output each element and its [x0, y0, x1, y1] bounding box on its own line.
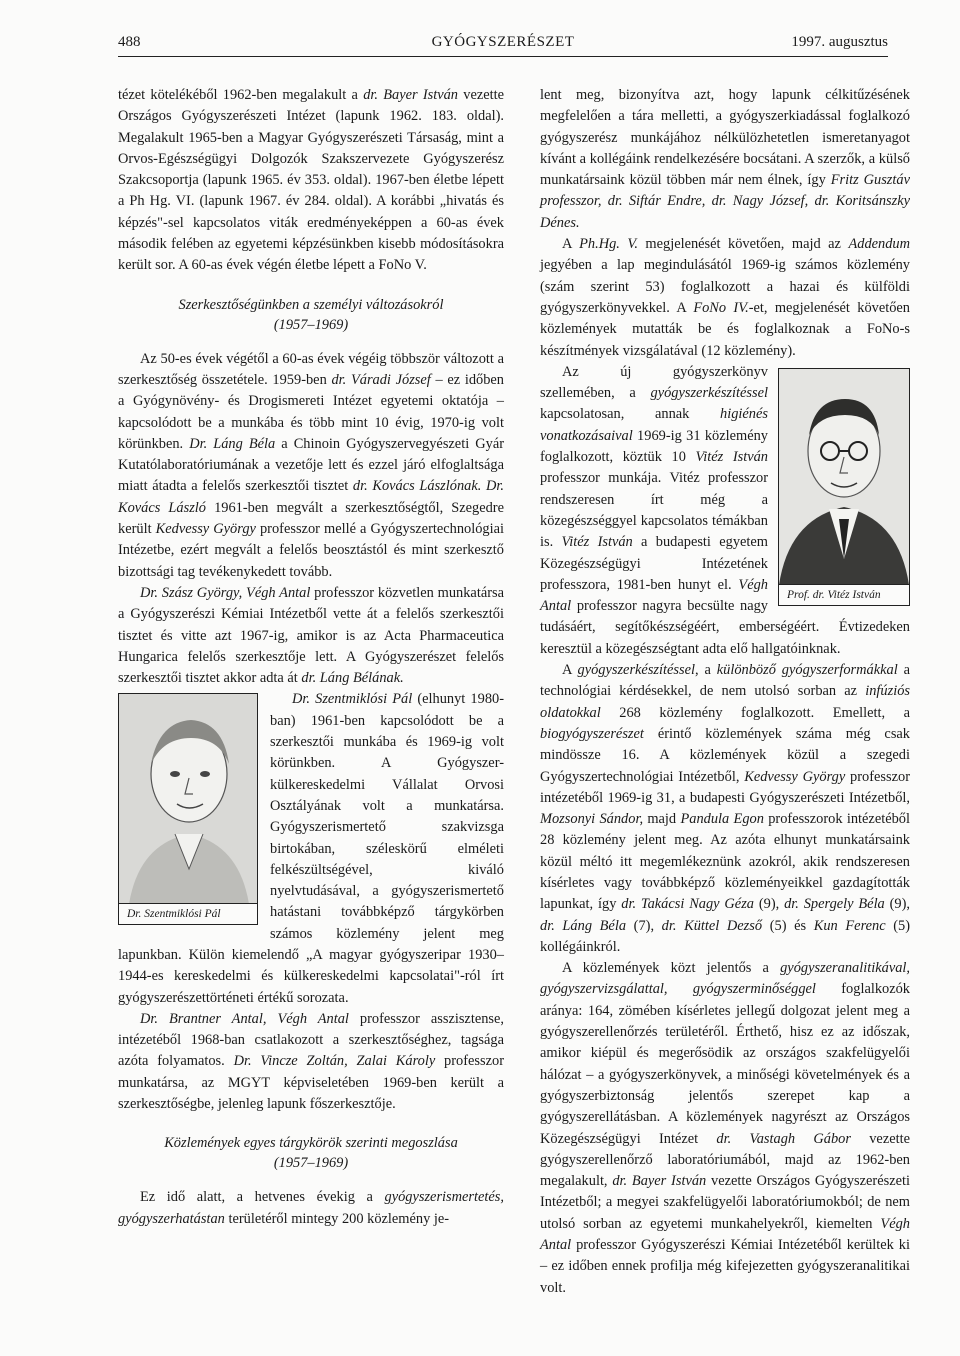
italic-name: Vitéz István	[695, 449, 768, 466]
portrait-image	[119, 694, 257, 904]
italic-name: dr. Küttel Dezső	[661, 917, 763, 934]
italic-name: Addendum	[848, 236, 910, 253]
italic-name: dr. Vastagh Gábor	[716, 1130, 851, 1147]
italic-name: Dr. Szász György, Végh Antal	[140, 584, 311, 601]
paragraph: Dr. Szentmiklósi Pál (elhunyt 1980-ban) 1961-ben kapcsolódott be a szerkesztői munkába és 1969-ig volt körünkben. A Gyógyszer-külkereskedelmi Vállalat Orvosi Osztályának volt a munkatársa. Gyógyszerismertető szakvizsga birtokában, széleskörű elméleti felkészültségével, kiváló nyelvtudásával, a gyógyszerismertető hatástani továbbképző tárgykörben számos közlemény jelent meg lapunkban. Külön kiemelendő „A magyar gyógyszeripar 1930–1944-es kereskedelmi és külkereskedelmi kapcsolatai"-ról írt gyógyszerészettörténeti értékű sorozata.	[118, 691, 504, 1006]
photo-caption: Prof. dr. Vitéz István	[779, 584, 909, 605]
portrait-photo-vitez	[778, 368, 910, 606]
italic-name: Fritz Gusztáv professzor, dr. Siftár Endre, dr. Nagy József, dr. Koritsánszky Dénes.	[540, 172, 910, 231]
italic-name: Végh Antal	[540, 1215, 910, 1254]
italic-name: dr. Láng Béla	[540, 917, 627, 934]
paragraph: tézet kötelékéből 1962-ben megalakult a dr. Bayer István vezette Országos Gyógyszerészeti Intézet (lapunk 1962. 183. oldal). Megalakult 1965-ben a Magyar Gyógyszerészeti Társaság, mint a Orvos-Egészségügyi Dolgozók Szakszervezete Gyógyszerész Szakcsoportja (lapunk 1965. év 353. oldal). 1967-ben életbe lépett a Ph Hg. VI. (lapunk 1967. év 284. oldal). A korábbi „hivatás és képzés"-sel kapcsolatos viták eredményeképpen a 60-as évek második felében az egyetemi képzésünkben kisebb módosításokra került sor. A 60-as évek végén életbe lépett a FoNo V.	[118, 87, 504, 274]
italic-name: Dr. Vincze Zoltán, Zalai Károly	[233, 1053, 436, 1070]
italic-name: gyógyszerkészítéssel	[650, 385, 768, 402]
section-heading-topic-distribution	[118, 1133, 504, 1173]
italic-name: infúziós oldatokkal	[540, 683, 910, 721]
italic-name: biogyógyszerészet	[540, 725, 644, 742]
italic-name: Dr. Szentmiklósi Pál	[292, 691, 413, 708]
left-column	[118, 85, 504, 1230]
photo-caption: Dr. Szentmiklósi Pál	[119, 903, 257, 924]
italic-name: Vitéz István	[561, 534, 633, 551]
italic-name: dr. Takácsi Nagy Géza	[621, 896, 754, 913]
page-header	[118, 28, 888, 57]
italic-name: Végh Antal	[540, 576, 768, 615]
italic-name: Pandula Egon	[680, 811, 764, 828]
italic-name: dr. Bayer István	[612, 1173, 707, 1190]
italic-name: különböző gyógyszerformákkal	[716, 662, 898, 679]
journal-title: GYÓGYSZERÉSZET	[431, 34, 575, 50]
italic-name: Mozsonyi Sándor,	[540, 811, 644, 828]
portrait-photo-szentmiklosi	[118, 693, 258, 925]
paragraph: A közlemények közt jelentős a gyógyszeranalitikával, gyógyszervizsgálattal, gyógyszerminőséggel foglalkozók aránya: 164, zömében kísérletes jellegű dolgozat jelent meg a gyógyszerellenőrzés területéről. Érthető, hisz ez az időszak, amikor kiépül és megerősödik az országos szakfelügyelői hálózat – a gyógyszerkönyvek, a minőségi követelmények és a gyógyszerbiztonság jelentős szerepet kap a gyógyszerellátásban. A közlemények nagyrészt az Országos Közegészségügyi Intézet dr. Vastagh Gábor vezette gyógyszerellenőrző laboratóriumából, majd az 1962-ben megalakult, dr. Bayer István vezette Országos Gyógyszerészeti Intézetből; a megyei szakfelügyelői laboratóriumokból; de nem utolsó sorban az egyetemi munkahelyekről, kiemelten Végh Antal professzor Gyógyszerészi Kémiai Intézetéből kerültek ki – ez időben ennek profilja még kifejezetten gyógyszeranalitikai volt.	[540, 960, 910, 1296]
paragraph: lent meg, bizonyítva azt, hogy lapunk célkitűzésének megfelelően a tára melletti, a gyógyszerkiadással foglalkozó gyógyszerész munkájához nélkülözhetetlen ismeretanyagot kívánt a kollégáink rendelkezésére bocsátani. A szerzők, a külső munkatársaink közül többen már nem élnek, így Fritz Gusztáv professzor, dr. Siftár Endre, dr. Nagy József, dr. Koritsánszky Dénes.	[540, 87, 910, 231]
paragraph: Az új gyógyszerkönyv szellemében, a gyógyszerkészítéssel kapcsolatosan, annak higiénés vonatkozásaival 1969-ig 31 közlemény foglalkozott, köztük 10 Vitéz István professzor munkája. Vitéz professzor rendszeresen írt még a közegészséggyel kapcsolatos témákban is. Vitéz István a budapesti egyetem Közegészségügyi Intézetének professzora, 1981-ben hunyt el. Végh Antal professzor nagyra becsülte nagy tudásáért, segítőkészségéért, emberségéért. Évtizedeken keresztül a közegészségtant adta elő hallgatóinknak.	[540, 363, 910, 657]
italic-name: Dr. Brantner Antal, Végh Antal	[140, 1010, 349, 1027]
issue-date: 1997. augusztus	[791, 34, 888, 50]
paragraph: A Ph.Hg. V. megjelenését követően, majd az Addendum jegyében a lap megindulásától 1969-ig számos közlemény (szám szerint 53) foglalkozott a hazai és külföldi gyógyszerkönyvekkel. A FoNo IV.-et, megjelenését követően közlemények mutatták be és foglalkoznak a FoNo-s készítmények vizsgálatával (12 közlemény).	[540, 236, 910, 359]
paragraph: Az 50-es évek végétől a 60-as évek végéig többször változott a szerkesztőség összetétele. 1959-ben dr. Váradi József – ez időben a Gyógynövény- és Drogismereti Intézet egyetemi oktatója – kapcsolódott be a munkába és több mint 10 évig, 1970-ig volt körünkben. Dr. Láng Béla a Chinoin Gyógyszervegyészeti Gyár Kutatólaboratóriumának a vezetője lett és ezzel járó elfoglaltsága miatt átadta a felelős szerkesztői tisztet dr. Kovács Lászlónak. Dr. Kovács László 1961-ben megvált a szerkesztőségtől, Szegedre került Kedvessy György professzor mellé a Gyógyszertechnológiai Intézetbe, ezért megvált a felelős beosztástól és mint szerkesztő bizottsági tag tevékenykedett tovább.	[118, 350, 505, 580]
italic-name: dr. Spergely Béla	[784, 896, 885, 913]
right-column	[540, 85, 910, 1299]
paragraph: Ez idő alatt, a hetvenes évekig a gyógyszerismertetés, gyógyszerhatástan területéről mintegy 200 közlemény je-	[118, 1189, 504, 1227]
paragraph: Dr. Brantner Antal, Végh Antal professzor asszisztense, intézetéből 1968-ban csatlakozott a szerkesztőséghez, tagsága azóta folyamatos. Dr. Vincze Zoltán, Zalai Károly professzor munkatársa, az MGYT képviseletében 1969-ben került a szerkesztőségbe, jelenleg lapunk főszerkesztője.	[118, 1010, 504, 1113]
italic-name: Dr. Láng Béla	[189, 435, 276, 452]
italic-name: higiénés vonatkozásaival	[540, 406, 768, 444]
section-heading-editorial-changes	[118, 295, 504, 335]
italic-name: gyógyszerismertetés, gyógyszerhatástan	[118, 1189, 504, 1227]
portrait-image	[779, 369, 909, 585]
italic-name: dr. Kovács Lászlónak. Dr. Kovács László	[118, 478, 504, 516]
italic-name: Kedvessy György	[744, 768, 846, 785]
italic-name: dr. Bayer István	[363, 87, 458, 103]
italic-name: dr. Váradi József	[331, 371, 431, 388]
italic-name: Kedvessy György	[155, 521, 256, 538]
paragraph: A gyógyszerkészítéssel, a különböző gyógyszerformákkal a technológiai kérdésekkel, de nem utolsó sorban az infúziós oldatokkal 268 közlemény foglalkozott. Emellett, a biogyógyszerészet érintő közlemények száma még csak mindössze 16. A közlemények közül a szegedi Gyógyszertechnológiai Intézetből, Kedvessy György professzor intézetéből 1969-ig 31, a budapesti Gyógyszerészeti Intézetből, Mozsonyi Sándor, majd Pandula Egon professzorok intézetéből 28 közlemény jelent meg. Az azóta elhunyt munkatársaink közül méltó itt megemlékeznünk azokról, akik rendszeresen kísérletes vagy továbbképző közleményeikkel gazdagították lapunkat, így dr. Takácsi Nagy Géza (9), dr. Spergely Béla (9), dr. Láng Béla (7), dr. Küttel Dezső (5) és Kun Ferenc (5) kollégáinkról.	[540, 662, 911, 955]
heading-line: Szerkesztőségünkben a személyi változásokról	[178, 296, 444, 313]
italic-name: gyógyszerkészítéssel	[577, 662, 695, 679]
italic-name: dr. Láng Bélának.	[301, 670, 404, 687]
heading-years: (1957–1969)	[273, 1155, 349, 1172]
heading-years: (1957–1969)	[273, 316, 349, 333]
italic-name: FoNo IV.	[693, 299, 749, 316]
paragraph: Dr. Szász György, Végh Antal professzor közvetlen munkatársa a Gyógyszerészi Kémiai Intézetből vette át a felelős szerkesztői tisztet és vitte azt 1967-ig, amikor is az Acta Pharmaceutica Hungarica felelős szerkesztője lett. A Gyógyszerészet felelős szerkesztői tisztet akkor adta át dr. Láng Bélának.	[118, 584, 504, 687]
italic-name: Kun Ferenc	[813, 917, 886, 934]
italic-name: Ph.Hg. V.	[579, 236, 638, 253]
heading-line: Közlemények egyes tárgykörök szerinti megoszlása	[164, 1135, 458, 1152]
italic-name: gyógyszeranalitikával, gyógyszervizsgálattal, gyógyszerminőséggel	[540, 960, 910, 998]
page-number: 488	[118, 34, 141, 50]
